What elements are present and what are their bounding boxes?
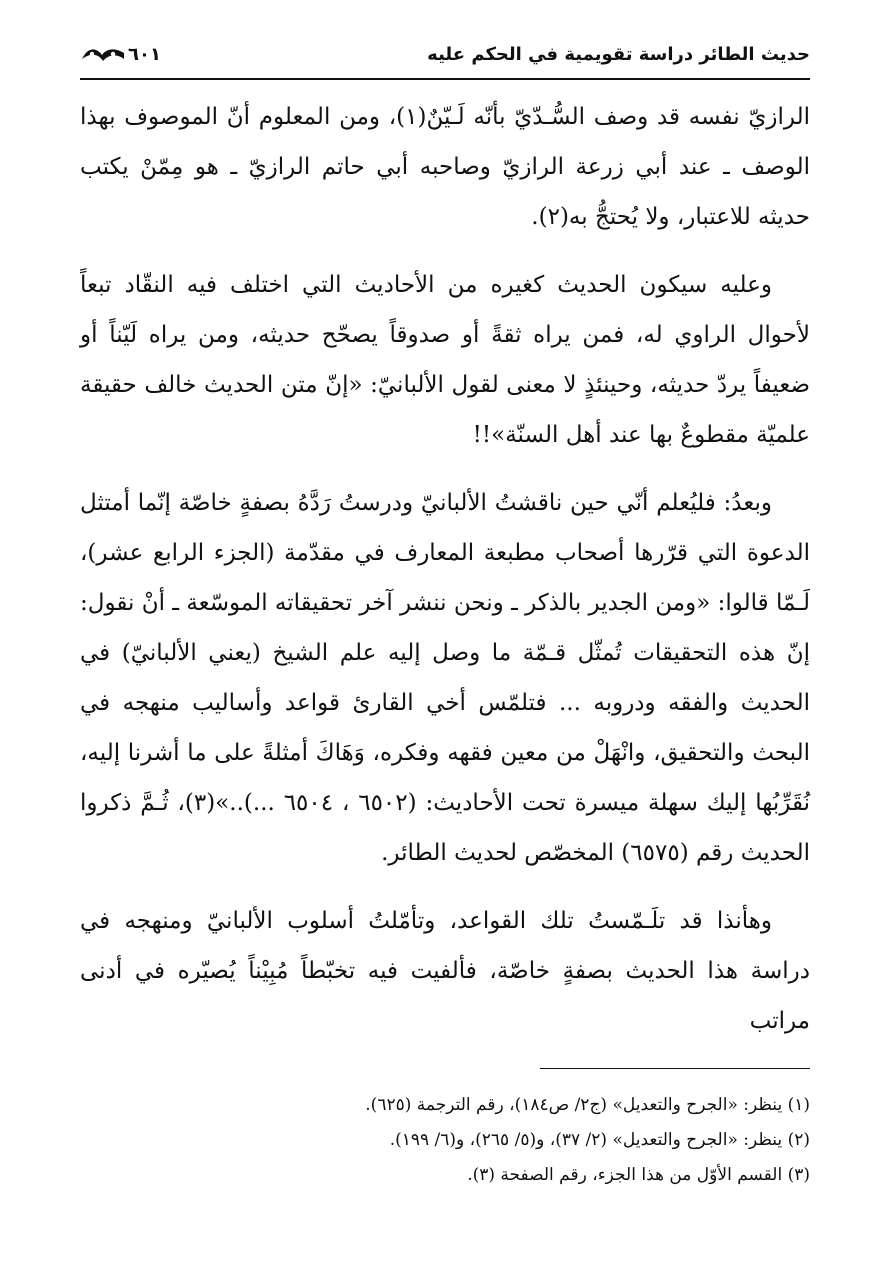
ornament-icon [80, 43, 126, 65]
main-text [80, 92, 810, 1064]
footnote: (٣) القسم الأوّل من هذا الجزء، رقم الصفحة (٣). [467, 1165, 810, 1185]
page-number: ٦٠١ [128, 43, 161, 65]
footnote-divider [540, 1068, 810, 1069]
header-page-marker [80, 43, 161, 65]
running-header [80, 30, 810, 78]
header-title: حديث الطائر دراسة تقويمية في الحكم عليه [427, 43, 810, 65]
paragraph: وبعدُ: فليُعلم أنّي حين ناقشتُ الألبانيّ ودرستُ رَدَّهُ بصفةٍ خاصّة إنّما أمتثل الدعوة التي قرّرها أصحاب مطبعة المعارف في مقدّمة (الجزء الرابع عشر)، لَـمّا قالوا: «ومن الجدير بالذكر ـ ونحن ننشر آخر تحقيقاته الموسّعة ـ أنْ نقول: إنّ هذه التحقيقات تُمثّل قـمّة ما وصل إليه علم الشيخ (يعني الألبانيّ) في الحديث والفقه ودروبه ... فتلمّس أخي القارئ قواعد وأساليب منهجه في البحث والتحقيق، وانْهَلْ من معين فقهه وفكره، وَهَاكَ أمثلةً على ما أشرنا إليه، نُقَرِّبُها إليك سهلة ميسرة تحت الأحاديث: (٦٥٠٢ ، ٦٥٠٤ ...)..»(٣)، ثُـمَّ ذكروا الحديث رقم (٦٥٧٥) المخصّص لحديث الطائر. [80, 490, 810, 866]
paragraph: وهأنذا قد تلَـمّستُ تلك القواعد، وتأمّلتُ أسلوب الألبانيّ ومنهجه في دراسة هذا الحديث بصفةٍ خاصّة، فألفيت فيه تخبّطاً مُبِيْناً يُصيّره في أدنى مراتب [80, 908, 810, 1034]
footnote: (٢) ينظر: «الجرح والتعديل» (٢/ ٣٧)، و(٥/ ٢٦٥)، و(٦/ ١٩٩). [389, 1130, 810, 1150]
paragraph: وعليه سيكون الحديث كغيره من الأحاديث التي اختلف فيه النقّاد تبعاً لأحوال الراوي له، فمن يراه ثقةً أو صدوقاً يصحّح حديثه، ومن يراه لَيّناً أو ضعيفاً يردّ حديثه، وحينئذٍ لا معنى لقول الألبانيّ: «إنّ متن الحديث خالف حقيقة علميّة مقطوعٌ بها عند أهل السنّة»!! [80, 272, 810, 448]
footnote: (١) ينظر: «الجرح والتعديل» (ج٢/ ص١٨٤)، رقم الترجمة (٦٢٥). [365, 1095, 810, 1115]
header-divider [80, 78, 810, 80]
paragraph: الرازيّ نفسه قد وصف السُّـدّيّ بأنّه لَـيّنٌ(١)، ومن المعلوم أنّ الموصوف بهذا الوصف ـ عند أبي زرعة الرازيّ وصاحبه أبي حاتم الرازيّ ـ هو مِمّنْ يكتب حديثه للاعتبار، ولا يُحتجُّ به(٢). [80, 104, 810, 230]
footnotes [80, 1088, 810, 1193]
